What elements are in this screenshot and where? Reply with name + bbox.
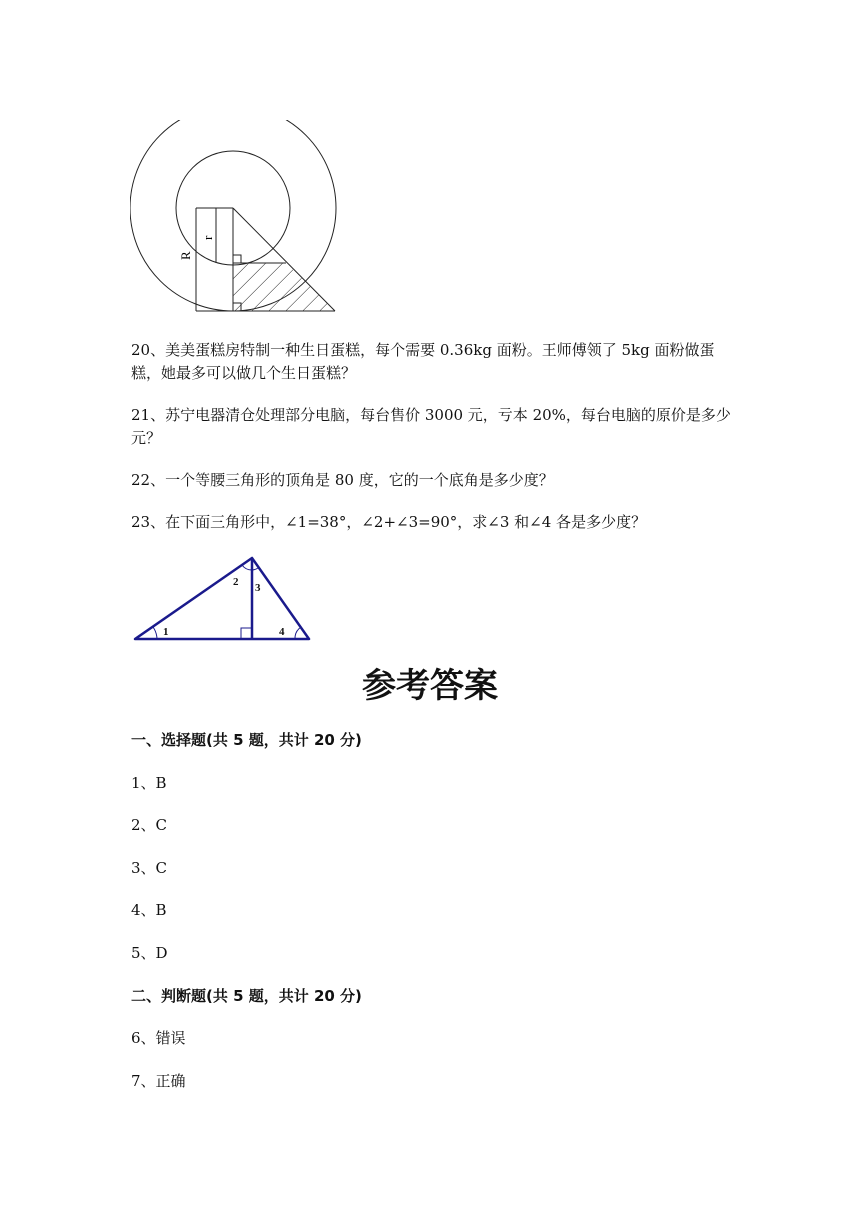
triangle-figure (125, 550, 320, 650)
angle-1-label: 1 (163, 626, 169, 638)
question-22: 22、一个等腰三角形的顶角是 80 度，它的一个底角是多少度？ (131, 471, 554, 489)
answer-2: 2、C (131, 816, 168, 834)
answer-7: 7、正确 (131, 1072, 186, 1090)
angle-3-label: 3 (255, 582, 261, 594)
answer-4: 4、B (131, 901, 167, 919)
question-23: 23、在下面三角形中，∠1=38°，∠2+∠3=90°，求∠3 和∠4 各是多少度？ (131, 513, 647, 531)
answer-1: 1、B (131, 774, 167, 792)
label-R: R (178, 251, 193, 260)
answer-6: 6、错误 (131, 1029, 186, 1047)
answer-3: 3、C (131, 859, 168, 877)
section-2-heading: 二、判断题(共 5 题，共计 20 分) (131, 987, 362, 1005)
circle-figure (120, 120, 350, 320)
label-r: r (200, 235, 215, 240)
question-20: 20、美美蛋糕房特制一种生日蛋糕，每个需要 0.36kg 面粉。王师傅领了 5kg 面粉做蛋糕，她最多可以做几个生日蛋糕？ (131, 341, 715, 382)
section-1-heading: 一、选择题(共 5 题，共计 20 分) (131, 731, 362, 749)
angle-4-label: 4 (279, 626, 285, 638)
question-21: 21、苏宁电器清仓处理部分电脑，每台售价 3000 元，亏本 20%，每台电脑的原价是多少元？ (131, 406, 731, 447)
shaded-region (233, 263, 335, 311)
angle-2-label: 2 (233, 576, 239, 588)
answer-title: 参考答案 (362, 666, 498, 706)
answer-5: 5、D (131, 944, 168, 962)
